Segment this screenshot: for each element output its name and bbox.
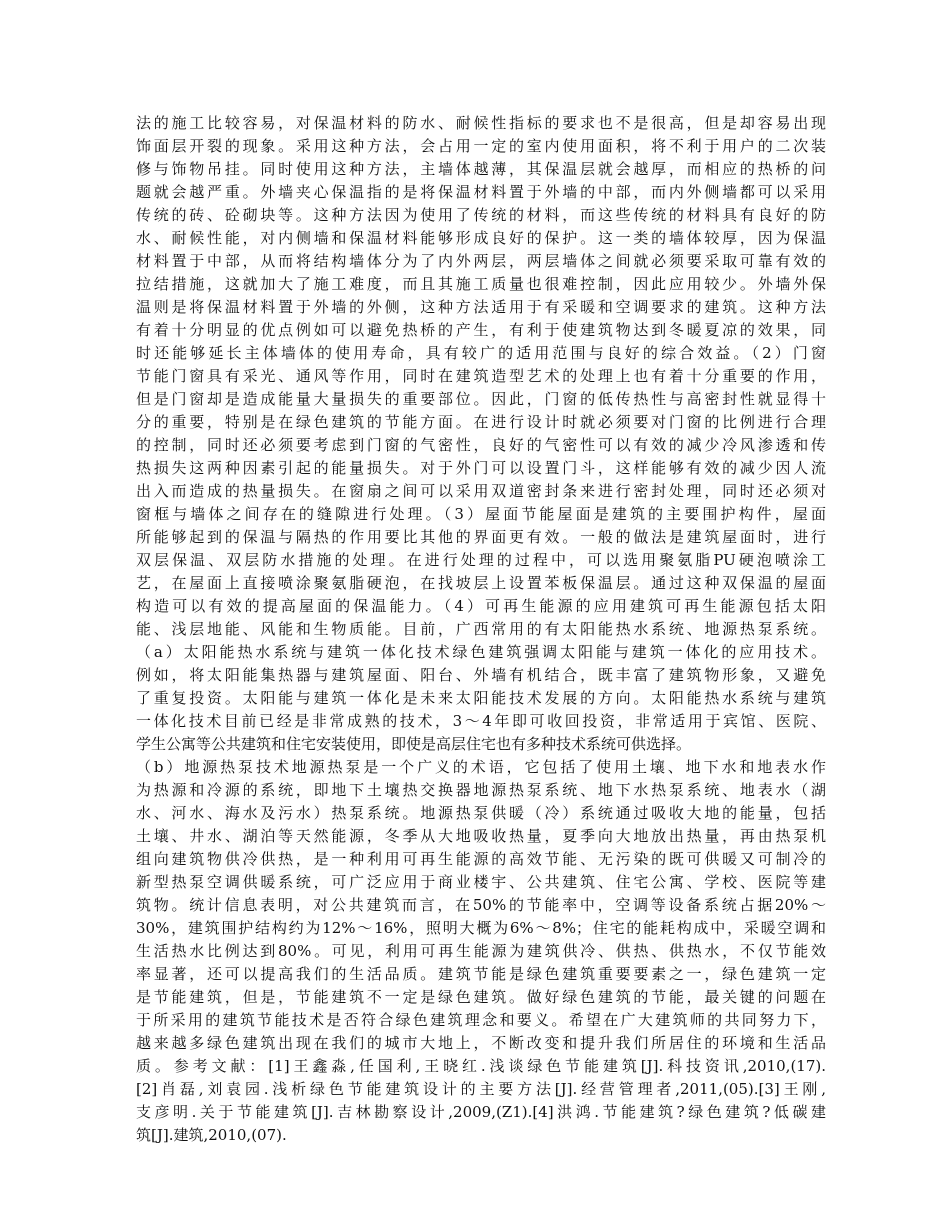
text-line: 材料置于中部，从而将结构墙体分为了内外两层，两层墙体之间就必须要采取可靠有效的: [136, 252, 826, 270]
text-line: 有着十分明显的优点例如可以避免热桥的产生，有利于使建筑物达到冬暖夏凉的效果，同: [136, 321, 826, 339]
text-line: 但是门窗却是造成能量大量损失的重要部位。因此，门窗的低传热性与高密封性就显得十: [136, 390, 826, 408]
text-line: 温则是将保温材料置于外墙的外侧，这种方法适用于有采暖和空调要求的建筑。这种方法: [136, 298, 826, 316]
text-line: 是节能建筑，但是，节能建筑不一定是绿色建筑。做好绿色建筑的节能，最关键的问题在: [136, 988, 826, 1006]
text-line: 修与饰物吊挂。同时使用这种方法，主墙体越薄，其保温层就会越厚，而相应的热桥的问: [136, 160, 826, 178]
text-line: 时还能够延长主体墙体的使用寿命，具有较广的适用范围与良好的综合效益。（2）门窗: [136, 344, 826, 362]
text-line: 率显著，还可以提高我们的生活品质。建筑节能是绿色建筑重要要素之一，绿色建筑一定: [136, 965, 826, 983]
text-line: 质。参考文献：[1]王鑫淼,任国利,王晓红.浅谈绿色节能建筑[J].科技资讯,2010,(17).: [136, 1057, 826, 1075]
text-line: 水、河水、海水及污水）热泵系统。地源热泵供暖（冷）系统通过吸收大地的能量，包括: [136, 804, 826, 822]
text-line: 水、耐候性能，对内侧墙和保温材料能够形成良好的保护。这一类的墙体较厚，因为保温: [136, 229, 826, 247]
text-line: 一体化技术目前已经是非常成熟的技术，3～4年即可收回投资，非常适用于宾馆、医院、: [136, 712, 826, 730]
text-line: 饰面层开裂的现象。采用这种方法，会占用一定的室内使用面积，将不利于用户的二次装: [136, 137, 826, 155]
text-line: [2]肖磊,刘袁园.浅析绿色节能建筑设计的主要方法[J].经营管理者,2011,(05).[3]王刚,: [136, 1080, 826, 1098]
text-line: 新型热泵空调供暖系统，可广泛应用于商业楼宇、公共建筑、住宅公寓、学校、医院等建: [136, 873, 826, 891]
text-line: 筑物。统计信息表明，对公共建筑而言，在50%的节能率中，空调等设备系统占据20%～: [136, 896, 826, 914]
text-line: 出入而造成的热量损失。在窗扇之间可以采用双道密封条来进行密封处理，同时还必须对: [136, 482, 826, 500]
text-line: 组向建筑物供冷供热，是一种利用可再生能源的高效节能、无污染的既可供暖又可制冷的: [136, 850, 826, 868]
text-line: 艺，在屋面上直接喷涂聚氨脂硬泡，在找坡层上设置苯板保温层。通过这种双保温的屋面: [136, 574, 826, 592]
text-line: （a）太阳能热水系统与建筑一体化技术绿色建筑强调太阳能与建筑一体化的应用技术。: [136, 643, 826, 661]
text-line: 例如，将太阳能集热器与建筑屋面、阳台、外墙有机结合，既丰富了建筑物形象，又避免: [136, 666, 826, 684]
text-line: 节能门窗具有采光、通风等作用，同时在建筑造型艺术的处理上也有着十分重要的作用，: [136, 367, 826, 385]
text-line: 为热源和冷源的系统，即地下土壤热交换器地源热泵系统、地下水热泵系统、地表水（湖: [136, 781, 826, 799]
text-line: 生活热水比例达到80%。可见，利用可再生能源为建筑供冷、供热、供热水，不仅节能效: [136, 942, 826, 960]
text-line: 双层保温、双层防水措施的处理。在进行处理的过程中，可以选用聚氨脂PU硬泡喷涂工: [136, 551, 826, 569]
text-line: 题就会越严重。外墙夹心保温指的是将保温材料置于外墙的中部，而内外侧墙都可以采用: [136, 183, 826, 201]
text-line: 越来越多绿色建筑出现在我们的城市大地上，不断改变和提升我们所居住的环境和生活品: [136, 1034, 826, 1052]
text-line: 于所采用的建筑节能技术是否符合绿色建筑理念和要义。希望在广大建筑师的共同努力下，: [136, 1011, 826, 1029]
text-line: 能、浅层地能、风能和生物质能。目前，广西常用的有太阳能热水系统、地源热泵系统。: [136, 620, 826, 638]
body-text: [136, 112, 826, 1147]
text-line: 所能够起到的保温与隔热的作用要比其他的界面更有效。一般的做法是建筑屋面时，进行: [136, 528, 826, 546]
text-line: 了重复投资。太阳能与建筑一体化是未来太阳能技术发展的方向。太阳能热水系统与建筑: [136, 689, 826, 707]
text-line: 学生公寓等公共建筑和住宅安装使用，即使是高层住宅也有多种技术系统可供选择。: [136, 735, 692, 753]
text-line: 法的施工比较容易，对保温材料的防水、耐候性指标的要求也不是很高，但是却容易出现: [136, 114, 826, 132]
text-line: （b）地源热泵技术地源热泵是一个广义的术语，它包括了使用土壤、地下水和地表水作: [136, 758, 826, 776]
text-line: 传统的砖、砼砌块等。这种方法因为使用了传统的材料，而这些传统的材料具有良好的防: [136, 206, 826, 224]
text-line: 30%，建筑围护结构约为12%～16%，照明大概为6%～8%；住宅的能耗构成中，采暖空调和: [136, 919, 826, 937]
text-line: 热损失这两种因素引起的能量损失。对于外门可以设置门斗，这样能够有效的减少因人流: [136, 459, 826, 477]
text-line: 支彦明.关于节能建筑[J].吉林勘察设计,2009,(Z1).[4]洪鸿.节能建筑?绿色建筑?低碳建: [136, 1103, 826, 1121]
text-line: 筑[J].建筑,2010,(07).: [136, 1126, 287, 1144]
text-line: 分的重要，特别是在绿色建筑的节能方面。在进行设计时就必须要对门窗的比例进行合理: [136, 413, 826, 431]
text-line: 窗框与墙体之间存在的缝隙进行处理。（3）屋面节能屋面是建筑的主要围护构件，屋面: [136, 505, 826, 523]
text-line: 的控制，同时还必须要考虑到门窗的气密性，良好的气密性可以有效的减少冷风渗透和传: [136, 436, 826, 454]
text-line: 土壤、井水、湖泊等天然能源，冬季从大地吸收热量，夏季向大地放出热量，再由热泵机: [136, 827, 826, 845]
text-line: 构造可以有效的提高屋面的保温能力。（4）可再生能源的应用建筑可再生能源包括太阳: [136, 597, 826, 615]
text-line: 拉结措施，这就加大了施工难度，而且其施工质量也很难控制，因此应用较少。外墙外保: [136, 275, 826, 293]
